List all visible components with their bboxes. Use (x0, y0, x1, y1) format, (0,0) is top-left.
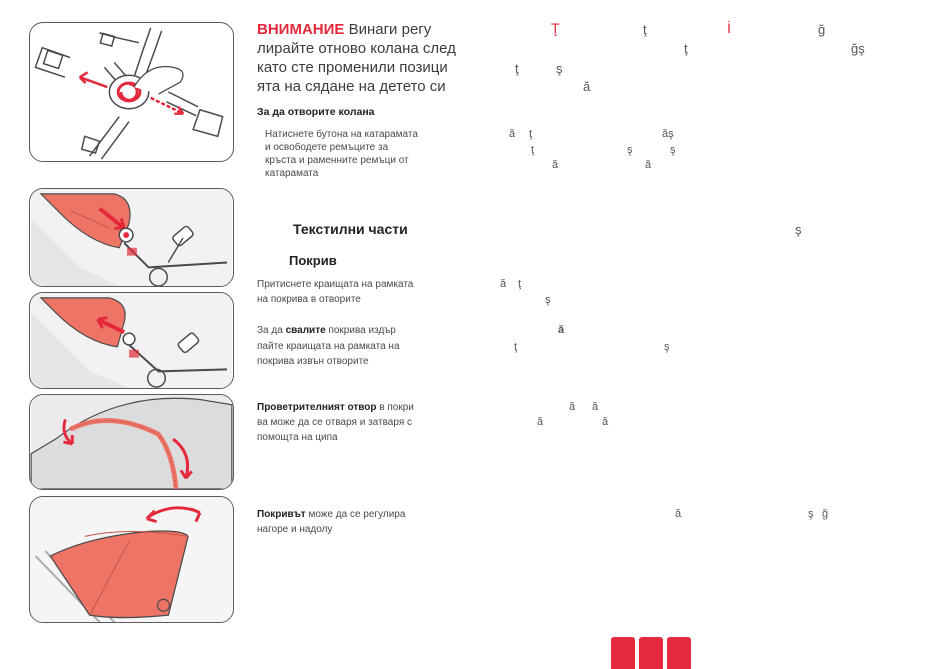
adjust-bold: Покривът (257, 509, 306, 520)
open-harness-title: За да отворите колана (257, 106, 375, 118)
fragment: ă (675, 508, 682, 520)
canopy-remove-bold: свалите (285, 325, 326, 336)
fragment: ţ (531, 144, 535, 156)
fragment: ăş (662, 128, 674, 140)
fragment: Ţ (551, 20, 560, 36)
harness-buckle-illustration (29, 22, 234, 162)
fragment: ă (583, 79, 591, 94)
canopy-remove-line-3: покрива извън отворите (257, 356, 369, 367)
fragment: ă (602, 416, 609, 428)
fragment: ğş (851, 41, 865, 56)
page-tab (667, 637, 691, 669)
fragment: ş (795, 222, 802, 237)
canopy-remove-illustration (29, 292, 234, 389)
page-tab (639, 637, 663, 669)
fragment: ş (556, 61, 563, 76)
canopy-attach-illustration (29, 188, 234, 287)
fragment: ğ (822, 508, 829, 520)
fragment: ă (552, 159, 559, 171)
warning-line-4: ята на сядане на детето си (257, 78, 446, 95)
warning-line-1 (257, 22, 431, 38)
fragment: ş (808, 508, 814, 520)
warning-line-3: като сте променили позици (257, 59, 448, 76)
fragment: ţ (529, 128, 533, 140)
fragment: ş (627, 144, 633, 156)
adjust-line-2: нагоре и надолу (257, 524, 333, 535)
canopy-attach-line-2: на покрива в отворите (257, 294, 361, 305)
vent-bold: Проветрителният отвор (257, 402, 377, 413)
fragment: ğ (818, 22, 826, 37)
open-harness-line-2: и освободете ремъците за (265, 142, 389, 153)
vent-line-2: ва може да се отваря и затваря с (257, 417, 413, 428)
canopy-remove-line-2: пайте краищата на рамката на (257, 341, 400, 352)
warning-line-2: лирайте отново колана след (257, 40, 456, 57)
warning-word: ВНИМАНИЕ (257, 21, 345, 38)
fragment: ţ (514, 341, 518, 353)
fragment: ţ (684, 41, 688, 56)
fragment: ş (545, 294, 551, 306)
open-harness-line-1: Натиснете бутона на катарамата (265, 129, 418, 140)
fragment: ă (509, 128, 516, 140)
fragment: İ (727, 20, 731, 36)
open-harness-line-3: кръста и раменните ремъци от (265, 155, 409, 166)
fragment: ă (537, 416, 544, 428)
fragment: ş (664, 341, 670, 353)
vent-rest: в покри (379, 402, 414, 413)
vent-line-1 (257, 402, 414, 414)
fragment: ă (558, 324, 565, 336)
fragment: ţ (643, 22, 647, 37)
fragment: ş (670, 144, 676, 156)
fragment: ă (592, 401, 599, 413)
vent-line-3: помощта на ципа (257, 432, 338, 443)
canopy-remove-prefix: За да (257, 325, 283, 336)
fragment: ă (645, 159, 652, 171)
canopy-adjust-illustration (29, 496, 234, 623)
textiles-title: Текстилни части (293, 221, 408, 237)
fragment: ă (500, 278, 507, 290)
adjust-line-1 (257, 509, 405, 521)
canopy-attach-line-1: Притиснете краищата на рамката (257, 279, 414, 290)
open-harness-line-4: катарамата (265, 168, 319, 179)
warning-text-start: Винаги регу (348, 21, 432, 38)
canopy-remove-line-1 (257, 325, 396, 337)
fragment: ă (569, 401, 576, 413)
adjust-rest: може да се регулира (308, 509, 406, 520)
page-tab (611, 637, 635, 669)
canopy-vent-zip-illustration (29, 394, 234, 490)
canopy-title: Покрив (289, 253, 337, 268)
fragment: ţ (518, 278, 522, 290)
fragment: ţ (515, 61, 519, 76)
canopy-remove-rest: покрива издър (328, 325, 396, 336)
